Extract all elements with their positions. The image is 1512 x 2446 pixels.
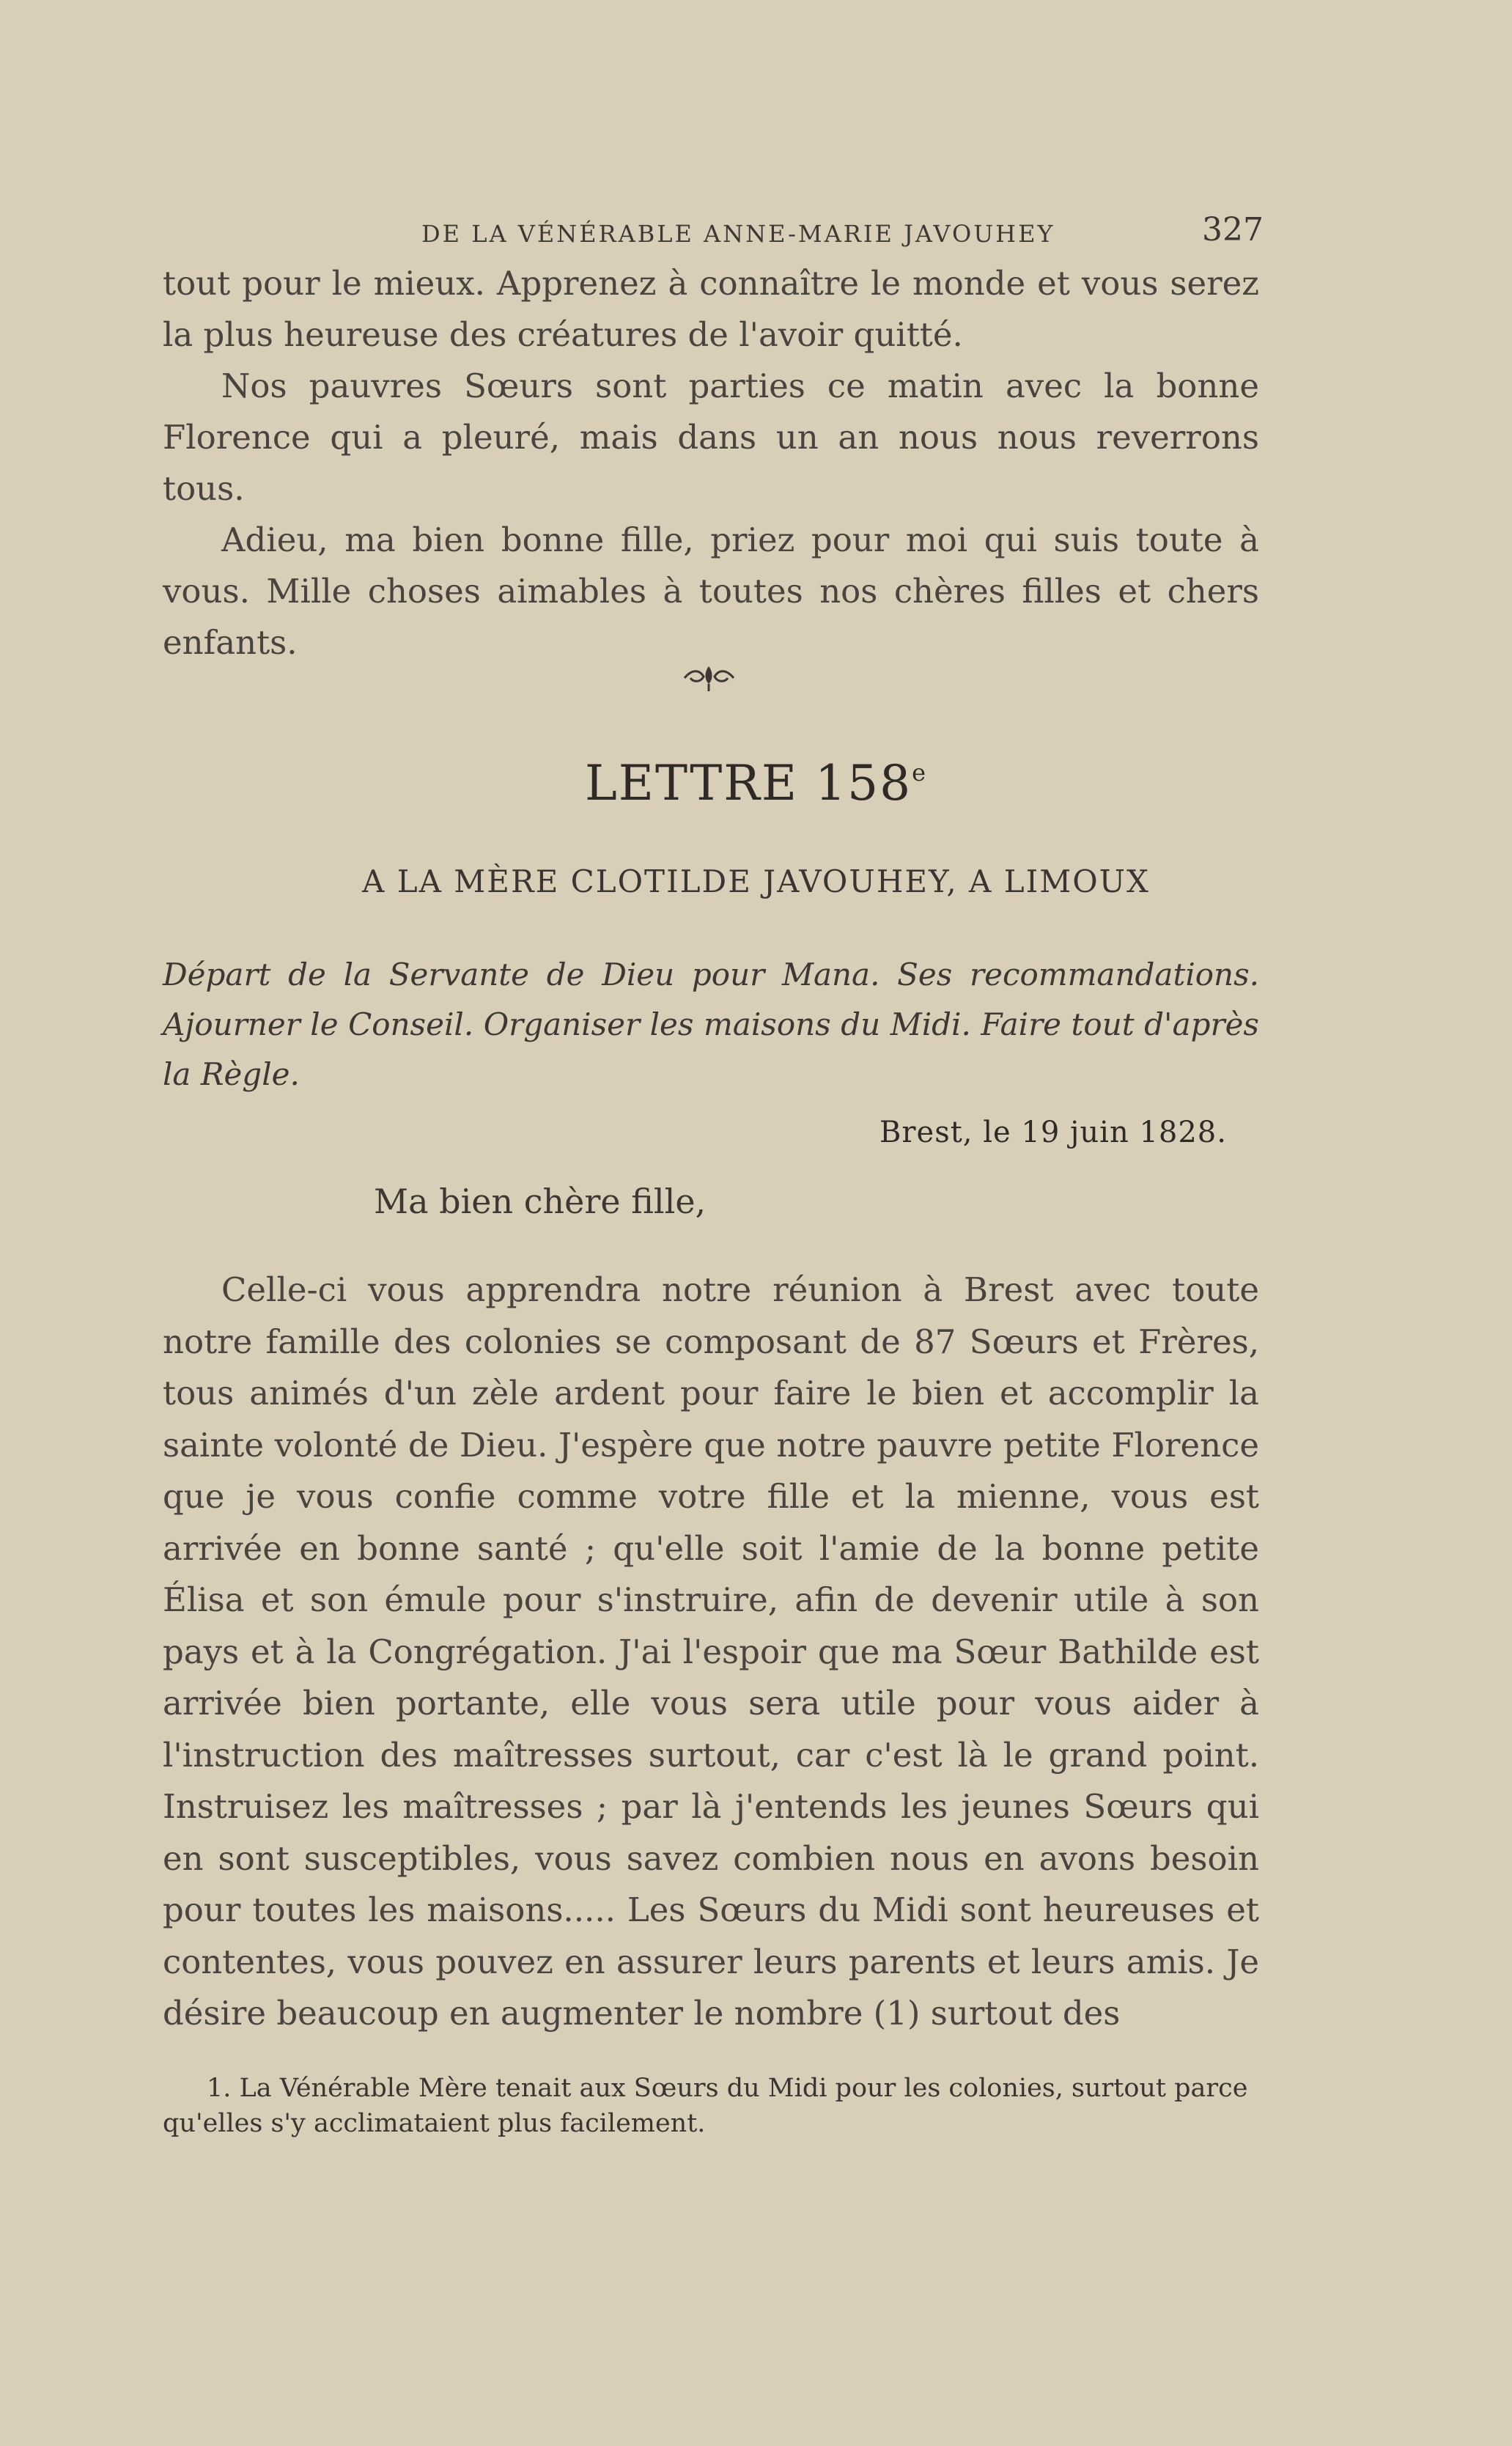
letter-place-date: Brest, le 19 juin 1828. (879, 1116, 1227, 1149)
page-number: 327 (1202, 211, 1264, 248)
footnote (163, 2071, 1259, 2141)
letter-salutation: Ma bien chère fille, (374, 1182, 707, 1221)
running-title: DE LA VÉNÉRABLE ANNE-MARIE JAVOUHEY (421, 220, 1055, 248)
preceding-line-1: tout pour le mieux. Apprenez à connaître le monde et vous serez (163, 264, 1259, 303)
fleuron-ornament-icon (682, 663, 737, 693)
preceding-paragraph-2: Nos pauvres Sœurs sont parties ce matin avec la bonne Florence qui a pleuré, mais dans un an nous nous reverrons tous. (163, 366, 1259, 508)
letter-summary: Départ de la Servante de Dieu pour Mana. Ses recommandations. Ajourner le Conseil. Organiser les maisons du Midi. Faire tout d'après la Règle. (163, 957, 1259, 1092)
preceding-paragraph-3: Adieu, ma bien bonne fille, priez pour moi qui suis toute à vous. Mille choses aimables à toutes nos chères filles et chers enfants. (163, 520, 1259, 662)
preceding-text (163, 258, 1259, 668)
letter-body: Celle-ci vous apprendra notre réunion à Brest avec toute notre famille des colonies se composant de 87 Sœurs et Frères, tous animés d'un zèle ardent pour faire le bien et accomplir la sainte volonté de Dieu. J'espère que notre pauvre petite Florence que je vous confie comme votre fille et la mienne, vous est arrivée en bonne santé ; qu'elle soit l'amie de la bonne petite Élisa et son émule pour s'instruire, afin de devenir utile à son pays et à la Congrégation. J'ai l'espoir que ma Sœur Bathilde est arrivée bien portante, elle vous sera utile pour vous aider à l'instruction des maîtresses surtout, car c'est là le grand point. Instruisez les maîtresses ; par là j'entends les jeunes Sœurs qui en sont susceptibles, vous savez combien nous en avons besoin pour toutes les maisons..... Les Sœurs du Midi sont heureuses et contentes, vous pouvez en assurer leurs parents et leurs amis. Je désire beaucoup en augmenter le nombre (1) surtout des (163, 1270, 1259, 2033)
letter-title (0, 755, 1512, 811)
letter-title-text: LETTRE 158 (584, 755, 912, 811)
preceding-line-2: la plus heureuse des créatures de l'avoir quitté. (163, 315, 963, 354)
letter-recipient: A LA MÈRE CLOTILDE JAVOUHEY, A LIMOUX (362, 863, 1150, 899)
letter-title-suffix: e (912, 759, 928, 787)
footnote-text: 1. La Vénérable Mère tenait aux Sœurs du Midi pour les colonies, surtout parce qu'elles s'y acclimataient plus facilement. (163, 2074, 1248, 2138)
